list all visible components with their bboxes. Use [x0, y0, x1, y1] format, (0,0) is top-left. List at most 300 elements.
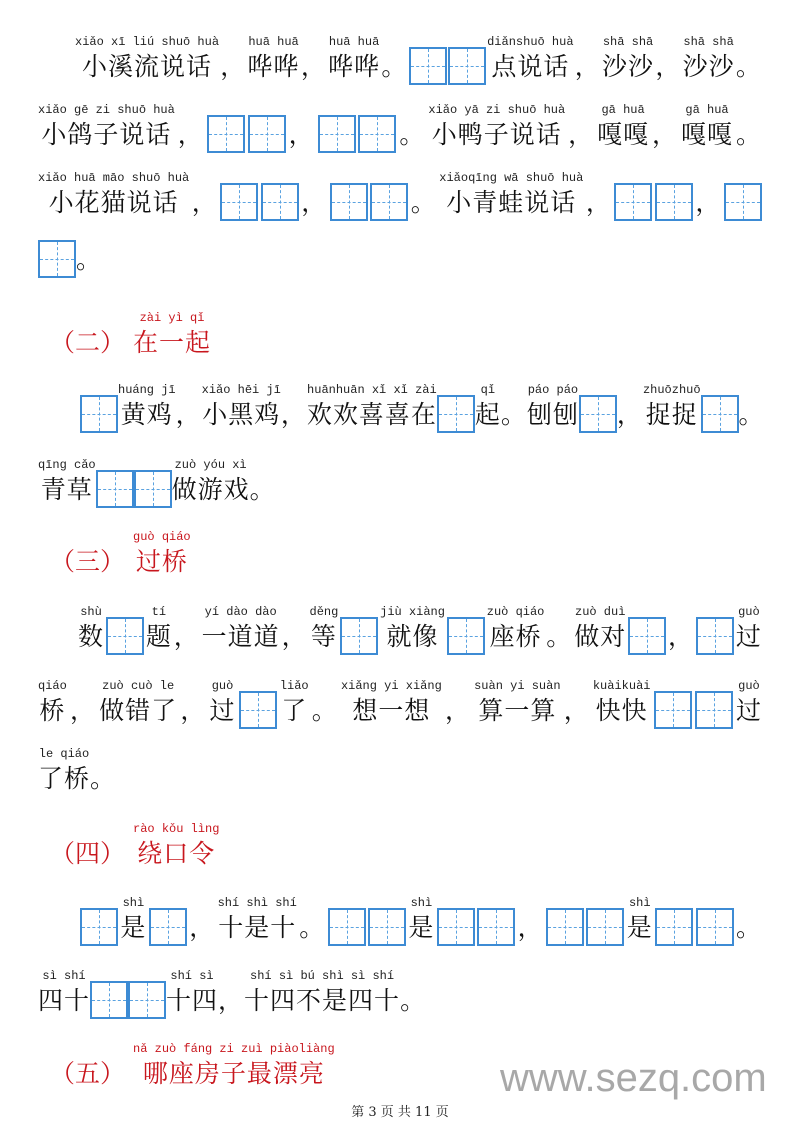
heading-pinyin: nǎ zuò fáng zi zuì piàoliàng [133, 1042, 335, 1056]
hanzi-text: 起 [474, 400, 501, 429]
writing-grid-box[interactable] [261, 183, 299, 221]
word [681, 103, 733, 153]
hanzi-text: 做对 [574, 622, 627, 651]
punctuation [736, 896, 762, 946]
answer-box[interactable] [340, 603, 378, 655]
answer-box[interactable] [579, 381, 617, 433]
pinyin: huā huā [248, 35, 299, 49]
hanzi-text: ， [652, 120, 679, 149]
heading-title: 在一起 [133, 328, 212, 357]
punctuation [180, 679, 206, 729]
word [627, 896, 653, 946]
answer-box[interactable] [654, 677, 692, 729]
answer-box[interactable] [368, 894, 406, 946]
word [428, 103, 565, 153]
hanzi-text: 小青蛙说话 [446, 188, 577, 217]
hanzi-text: ， [585, 188, 612, 217]
pinyin: jiù xiàng [380, 605, 445, 619]
hanzi-text: ， [568, 120, 595, 149]
hanzi-text: 做错了 [99, 696, 178, 725]
pinyin: shí sì bú shì sì shí [250, 969, 395, 983]
hanzi-text: 了桥 [38, 764, 91, 793]
writing-grid-box[interactable] [437, 395, 475, 433]
hanzi-text: 小溪流说话 [82, 52, 213, 81]
hanzi-text: 。 [311, 696, 338, 725]
pinyin: zuò duì [575, 605, 626, 619]
answer-box[interactable] [614, 169, 652, 221]
pinyin: gā huā [601, 103, 645, 117]
hanzi-text: ， [69, 696, 96, 725]
hanzi-text: ， [668, 622, 695, 651]
watermark: www.sezq.com [500, 1056, 767, 1100]
word [474, 679, 560, 729]
word [280, 679, 309, 729]
hanzi-text: 。 [735, 120, 762, 149]
text-line-10 [80, 894, 762, 946]
pinyin: xiǎo huā māo shuō huà [38, 171, 190, 185]
writing-grid-box[interactable] [614, 183, 652, 221]
word [172, 458, 250, 508]
writing-grid-box[interactable] [328, 908, 366, 946]
hanzi-text: ， [444, 696, 471, 725]
section-heading-3 [50, 530, 191, 580]
word [202, 383, 281, 433]
punctuation [282, 605, 308, 655]
text-line-3 [38, 169, 762, 221]
pinyin: liǎo [279, 679, 309, 693]
punctuation [739, 383, 765, 433]
pinyin: shā shā [602, 35, 654, 49]
answer-box[interactable] [128, 967, 166, 1019]
hanzi-text: 小鸽子说话 [41, 120, 172, 149]
punctuation [445, 679, 471, 729]
pinyin: le qiáo [38, 747, 90, 761]
answer-box[interactable] [696, 603, 734, 655]
answer-box[interactable] [261, 169, 299, 221]
hanzi-text: ， [280, 400, 307, 429]
pinyin: shì [122, 896, 145, 910]
writing-grid-box[interactable] [448, 47, 486, 85]
hanzi-text: 做游戏 [171, 475, 250, 504]
page-footer: 第 3 页 共 11 页 [351, 1105, 449, 1120]
text-line-4 [38, 226, 102, 278]
answer-box[interactable] [106, 603, 144, 655]
pinyin: huānhuān xǐ xǐ zài [307, 383, 437, 397]
writing-grid-box[interactable] [655, 183, 693, 221]
punctuation [76, 228, 102, 278]
punctuation [586, 171, 612, 221]
writing-grid-box[interactable] [96, 470, 134, 508]
word [75, 35, 219, 85]
hanzi-text: 。 [399, 120, 426, 149]
hanzi-text: 过 [735, 696, 762, 725]
punctuation [399, 103, 425, 153]
writing-grid-box[interactable] [654, 691, 692, 729]
hanzi-text: 捉捉 [645, 400, 698, 429]
text-line-11 [38, 967, 426, 1019]
text-line-9 [38, 747, 116, 797]
writing-grid-box[interactable] [128, 981, 166, 1019]
pinyin: yí dào dào [204, 605, 277, 619]
answer-box[interactable] [546, 894, 584, 946]
hanzi-text: 一道道 [201, 622, 280, 651]
word [408, 896, 434, 946]
pinyin: diǎnshuō huà [487, 35, 574, 49]
word [643, 383, 701, 433]
punctuation [518, 896, 544, 946]
punctuation [655, 35, 681, 85]
answer-box[interactable] [586, 894, 624, 946]
hanzi-text: ， [220, 52, 247, 81]
answer-box[interactable] [38, 226, 76, 278]
writing-grid-box[interactable] [696, 617, 734, 655]
writing-grid-box[interactable] [695, 691, 733, 729]
punctuation [546, 605, 572, 655]
word [574, 605, 626, 655]
pinyin: qiáo [38, 679, 67, 693]
word [38, 679, 67, 729]
answer-box[interactable] [701, 381, 739, 433]
text-line-7 [78, 603, 762, 655]
hanzi-text: ， [301, 188, 328, 217]
answer-box[interactable] [655, 169, 693, 221]
section-number: （五） [50, 1059, 126, 1088]
hanzi-text: 就像 [386, 622, 439, 651]
hanzi-text: ， [173, 622, 200, 651]
section-number: （二） [50, 328, 126, 357]
hanzi-text: 。 [400, 986, 427, 1015]
text-line-5 [80, 381, 765, 433]
word [310, 605, 339, 655]
answer-box[interactable] [695, 677, 733, 729]
hanzi-text: 想一想 [352, 696, 431, 725]
hanzi-text: 沙沙 [602, 52, 655, 81]
hanzi-text: 哗哗 [247, 52, 300, 81]
hanzi-text: 沙沙 [682, 52, 735, 81]
writing-grid-box[interactable] [358, 115, 396, 153]
punctuation [411, 171, 437, 221]
pinyin: guò [738, 605, 760, 619]
answer-box[interactable] [370, 169, 408, 221]
hanzi-text: 。 [299, 913, 326, 942]
word [146, 605, 172, 655]
writing-grid-box[interactable] [437, 908, 475, 946]
writing-grid-box[interactable] [239, 691, 277, 729]
word [487, 35, 573, 85]
hanzi-text: ， [517, 913, 544, 942]
hanzi-text: 。 [410, 188, 437, 217]
writing-grid-box[interactable] [149, 908, 187, 946]
pinyin: zuò yóu xì [174, 458, 247, 472]
pinyin: shù [80, 605, 102, 619]
text-line-1 [75, 33, 762, 85]
word [736, 679, 762, 729]
writing-grid-box[interactable] [701, 395, 739, 433]
word [38, 747, 90, 797]
hanzi-text: 嘎嘎 [597, 120, 650, 149]
answer-box[interactable] [220, 169, 258, 221]
writing-grid-box[interactable] [106, 617, 144, 655]
punctuation [736, 103, 762, 153]
pinyin: zuò cuò le [102, 679, 175, 693]
writing-grid-box[interactable] [447, 617, 485, 655]
hanzi-text: ， [563, 696, 590, 725]
pinyin: suàn yi suàn [474, 679, 561, 693]
punctuation [501, 383, 527, 433]
writing-grid-box[interactable] [409, 47, 447, 85]
answer-box[interactable] [358, 101, 396, 153]
answer-box[interactable] [239, 677, 277, 729]
answer-box[interactable] [409, 33, 447, 85]
answer-box[interactable] [328, 894, 366, 946]
heading-pinyin: zài yì qǐ [139, 311, 205, 325]
pinyin: shí shì shí [217, 896, 297, 910]
answer-box[interactable] [96, 456, 134, 508]
pinyin: guò [738, 679, 760, 693]
writing-grid-box[interactable] [655, 908, 693, 946]
hanzi-text: 点说话 [491, 52, 570, 81]
pinyin: shì [628, 896, 651, 910]
pinyin: shā shā [683, 35, 734, 49]
punctuation [400, 969, 426, 1019]
word [244, 969, 400, 1019]
hanzi-text: 数 [78, 622, 105, 651]
pinyin: huā huā [328, 35, 380, 49]
punctuation [250, 458, 276, 508]
writing-grid-box[interactable] [330, 183, 368, 221]
answer-box[interactable] [655, 894, 693, 946]
pinyin: huáng jī [118, 383, 176, 397]
hanzi-text: ， [616, 400, 643, 429]
heading-pinyin: rào kǒu lìng [133, 822, 220, 836]
text-line-6 [38, 456, 276, 508]
punctuation [220, 35, 246, 85]
writing-grid-box[interactable] [546, 908, 584, 946]
writing-grid-box[interactable] [696, 908, 734, 946]
word [487, 605, 545, 655]
word [341, 679, 442, 729]
hanzi-text: 过 [735, 622, 762, 651]
hanzi-text: 。 [546, 622, 573, 651]
writing-grid-box[interactable] [248, 115, 286, 153]
hanzi-text: 等 [310, 622, 337, 651]
word [597, 103, 649, 153]
word [38, 171, 189, 221]
punctuation [575, 35, 601, 85]
word [166, 969, 218, 1019]
section-number: （四） [50, 839, 126, 868]
hanzi-text: 。 [381, 52, 408, 81]
pinyin: shí sì [170, 969, 214, 983]
answer-box[interactable] [330, 169, 368, 221]
punctuation [301, 35, 327, 85]
word [475, 383, 501, 433]
answer-box[interactable] [447, 603, 485, 655]
hanzi-text: 欢欢喜喜在 [306, 400, 437, 429]
punctuation [299, 896, 325, 946]
hanzi-text: 。 [735, 52, 762, 81]
word [602, 35, 654, 85]
punctuation [617, 383, 643, 433]
writing-grid-box[interactable] [90, 981, 128, 1019]
answer-box[interactable] [437, 381, 475, 433]
pinyin: guò [211, 679, 234, 693]
hanzi-text: ， [655, 52, 682, 81]
heading-pinyin: guò qiáo [133, 530, 191, 544]
writing-grid-box[interactable] [628, 617, 666, 655]
punctuation [695, 171, 721, 221]
hanzi-text: ， [191, 188, 218, 217]
pinyin: zuò qiáo [486, 605, 545, 619]
word [593, 679, 651, 729]
writing-grid-box[interactable] [340, 617, 378, 655]
hanzi-text: 是 [120, 913, 147, 942]
heading-title: 哪座房子最漂亮 [142, 1059, 325, 1088]
pinyin: děng [309, 605, 339, 619]
punctuation [90, 747, 116, 797]
answer-box[interactable] [80, 381, 118, 433]
hanzi-text: 了 [281, 696, 308, 725]
pinyin: kuàikuài [592, 679, 651, 693]
punctuation [736, 35, 762, 85]
hanzi-text: 。 [76, 245, 103, 274]
writing-grid-box[interactable] [220, 183, 258, 221]
punctuation [178, 103, 204, 153]
pinyin: zhuōzhuō [642, 383, 701, 397]
heading-title: 过桥 [135, 547, 188, 576]
hanzi-text: 。 [735, 913, 762, 942]
punctuation [189, 896, 215, 946]
writing-grid-box[interactable] [370, 183, 408, 221]
hanzi-text: ， [218, 986, 245, 1015]
hanzi-text: 小花猫说话 [48, 188, 179, 217]
punctuation [312, 679, 338, 729]
answer-box[interactable] [448, 33, 486, 85]
pinyin: shì [410, 896, 433, 910]
hanzi-text: 座桥 [489, 622, 542, 651]
word [38, 969, 90, 1019]
hanzi-text: 是 [626, 913, 653, 942]
word [99, 679, 177, 729]
punctuation [568, 103, 594, 153]
answer-box[interactable] [80, 894, 118, 946]
pinyin: xiǎo yā zi shuō huà [428, 103, 566, 117]
pinyin: xiǎng yi xiǎng [340, 679, 442, 693]
punctuation [176, 383, 202, 433]
hanzi-text: 。 [249, 475, 276, 504]
section-number: （三） [50, 547, 126, 576]
hanzi-text: 十四不是四十 [244, 986, 401, 1015]
hanzi-text: 。 [90, 764, 117, 793]
punctuation [192, 171, 218, 221]
answer-box[interactable] [149, 894, 187, 946]
writing-grid-box[interactable] [134, 470, 172, 508]
hanzi-text: 小鸭子说话 [431, 120, 562, 149]
word [209, 679, 235, 729]
punctuation [70, 679, 96, 729]
writing-grid-box[interactable] [38, 240, 76, 278]
word [248, 35, 300, 85]
writing-grid-box[interactable] [80, 395, 118, 433]
pinyin: xiǎo hēi jī [201, 383, 281, 397]
answer-box[interactable] [134, 456, 172, 508]
answer-box[interactable] [628, 603, 666, 655]
hanzi-text: 十是十 [218, 913, 297, 942]
writing-grid-box[interactable] [724, 183, 762, 221]
word [202, 605, 280, 655]
hanzi-text: ， [300, 52, 327, 81]
writing-grid-box[interactable] [207, 115, 245, 153]
hanzi-text: ， [574, 52, 601, 81]
writing-grid-box[interactable] [579, 395, 617, 433]
word [218, 896, 297, 946]
hanzi-text: 算一算 [478, 696, 557, 725]
answer-box[interactable] [248, 101, 286, 153]
section-heading-4 [50, 822, 219, 872]
word [736, 605, 762, 655]
hanzi-text: 十四 [166, 986, 219, 1015]
answer-box[interactable] [696, 894, 734, 946]
word [38, 103, 175, 153]
word [527, 383, 579, 433]
punctuation [174, 605, 200, 655]
answer-box[interactable] [724, 169, 762, 221]
pinyin: qǐ [480, 383, 496, 397]
hanzi-text: 黄鸡 [120, 400, 173, 429]
writing-grid-box[interactable] [80, 908, 118, 946]
pinyin: sì shí [42, 969, 86, 983]
word [307, 383, 437, 433]
word [118, 383, 176, 433]
hanzi-text: 是 [408, 913, 435, 942]
answer-box[interactable] [477, 894, 515, 946]
section-heading-5 [50, 1042, 335, 1092]
hanzi-text: 题 [145, 622, 172, 651]
punctuation [301, 171, 327, 221]
pinyin: xiǎo gē zi shuō huà [38, 103, 175, 117]
answer-box[interactable] [318, 101, 356, 153]
answer-box[interactable] [207, 101, 245, 153]
hanzi-text: 哗哗 [328, 52, 381, 81]
hanzi-text: 。 [738, 400, 765, 429]
punctuation [281, 383, 307, 433]
hanzi-text: ， [695, 188, 722, 217]
word [328, 35, 380, 85]
writing-grid-box[interactable] [368, 908, 406, 946]
writing-grid-box[interactable] [477, 908, 515, 946]
section-heading-2 [50, 311, 211, 361]
punctuation [218, 969, 244, 1019]
word [683, 35, 735, 85]
hanzi-text: 快快 [595, 696, 648, 725]
hanzi-text: 过 [209, 696, 236, 725]
heading-title: 绕口令 [137, 839, 216, 868]
writing-grid-box[interactable] [586, 908, 624, 946]
text-line-2 [38, 101, 762, 153]
pinyin: xiǎo xī liú shuō huà [75, 35, 220, 49]
punctuation [668, 605, 694, 655]
writing-grid-box[interactable] [318, 115, 356, 153]
pinyin: páo páo [527, 383, 579, 397]
hanzi-text: ， [175, 400, 202, 429]
answer-box[interactable] [437, 894, 475, 946]
punctuation [652, 103, 678, 153]
punctuation [381, 35, 407, 85]
answer-box[interactable] [90, 967, 128, 1019]
hanzi-text: ， [281, 622, 308, 651]
hanzi-text: 嘎嘎 [681, 120, 734, 149]
hanzi-text: 四十 [38, 986, 91, 1015]
